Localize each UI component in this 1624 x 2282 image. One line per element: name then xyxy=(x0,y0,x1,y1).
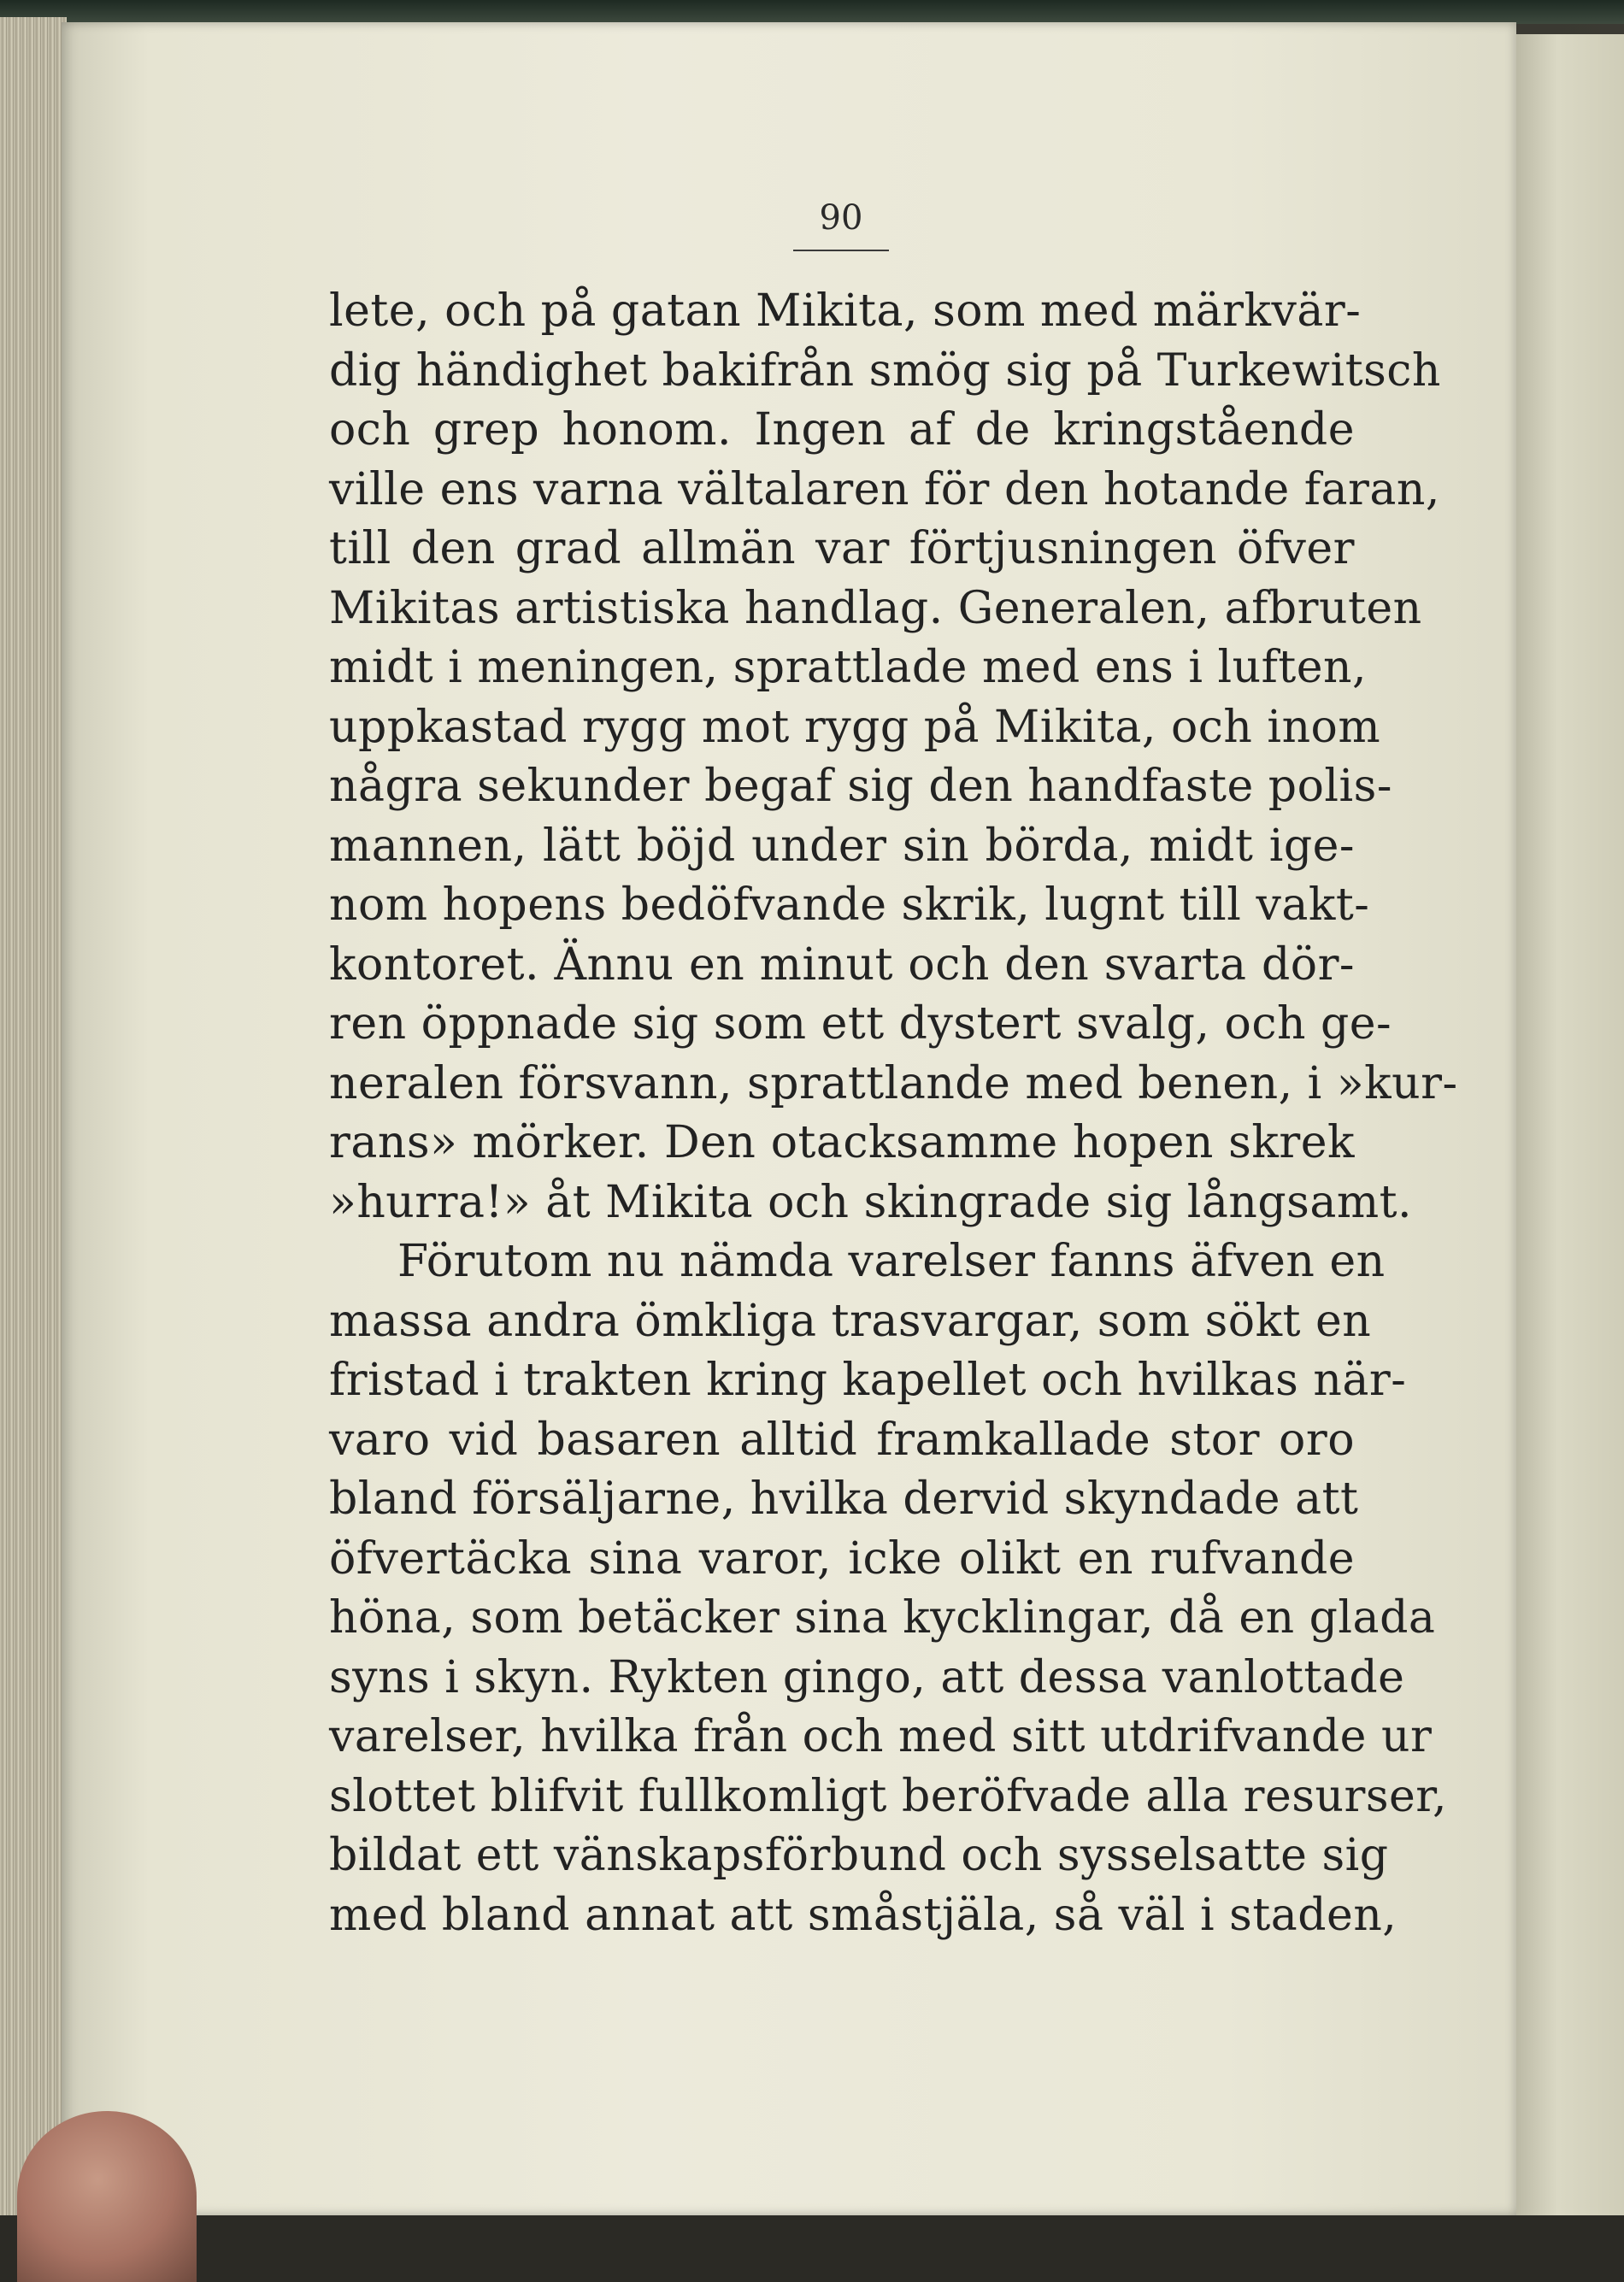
text-line: med bland annat att småstjäla, så väl i staden, xyxy=(329,1889,1397,1941)
thumb xyxy=(17,2111,197,2282)
text-line: lete, och på gatan Mikita, som med märkvär- xyxy=(329,285,1362,337)
text-line: ville ens varna vältalaren för den hotande faran, xyxy=(329,463,1440,515)
text-line: »hurra!» åt Mikita och skingrade sig långsamt. xyxy=(329,1176,1413,1228)
book-cover-top xyxy=(0,0,1624,24)
text-line: några sekunder begaf sig den handfaste polis- xyxy=(329,761,1392,812)
text-line: och grep honom. Ingen af de kringstående xyxy=(329,404,1355,456)
text-line: mannen, lätt böjd under sin börda, midt ige- xyxy=(329,820,1355,872)
text-line: syns i skyn. Rykten gingo, att dessa vanlottade xyxy=(329,1651,1405,1703)
text-line: bland försäljarne, hvilka dervid skyndade att xyxy=(329,1473,1359,1525)
text-line: varelser, hvilka från och med sitt utdrifvande ur xyxy=(329,1711,1433,1762)
text-line: dig händighet bakifrån smög sig på Turkewitsch xyxy=(329,344,1441,397)
text-line: nom hopens bedöfvande skrik, lugnt till vakt- xyxy=(329,879,1370,931)
text-line: Förutom nu nämda varelser fanns äfven en xyxy=(397,1236,1386,1287)
text-line: ren öppnade sig som ett dystert svalg, och ge- xyxy=(329,998,1392,1050)
text-line: slottet blifvit fullkomligt beröfvade alla resurser, xyxy=(329,1770,1447,1822)
text-line: kontoret. Ännu en minut och den svarta dör- xyxy=(329,938,1355,991)
text-line: fristad i trakten kring kapellet och hvilkas när- xyxy=(329,1355,1407,1406)
text-line: neralen försvann, sprattlande med benen, i »kur- xyxy=(329,1057,1458,1109)
text-line: höna, som betäcker sina kycklingar, då en glada xyxy=(329,1592,1436,1644)
text-line: rans» mörker. Den otacksamme hopen skrek xyxy=(329,1117,1355,1168)
page-number-rule xyxy=(793,250,889,251)
text-line: bildat ett vänskapsförbund och sysselsatte sig xyxy=(329,1830,1389,1881)
body-text xyxy=(329,282,1458,1945)
text-line: midt i meningen, sprattlade med ens i luften, xyxy=(329,642,1368,693)
book-right-page-edge xyxy=(1513,34,1624,2215)
text-line: uppkastad rygg mot rygg på Mikita, och inom xyxy=(329,701,1381,753)
book-left-page-edge xyxy=(0,17,67,2215)
page-number: 90 xyxy=(819,198,863,238)
text-line: till den grad allmän var förtjusningen öfver xyxy=(329,523,1355,574)
text-line: Mikitas artistiska handlag. Generalen, afbruten xyxy=(329,582,1422,634)
text-line: massa andra ömkliga trasvargar, som sökt en xyxy=(329,1295,1372,1347)
text-line: öfvertäcka sina varor, icke olikt en rufvande xyxy=(329,1532,1355,1585)
text-line: varo vid basaren alltid framkallade stor oro xyxy=(329,1414,1355,1466)
